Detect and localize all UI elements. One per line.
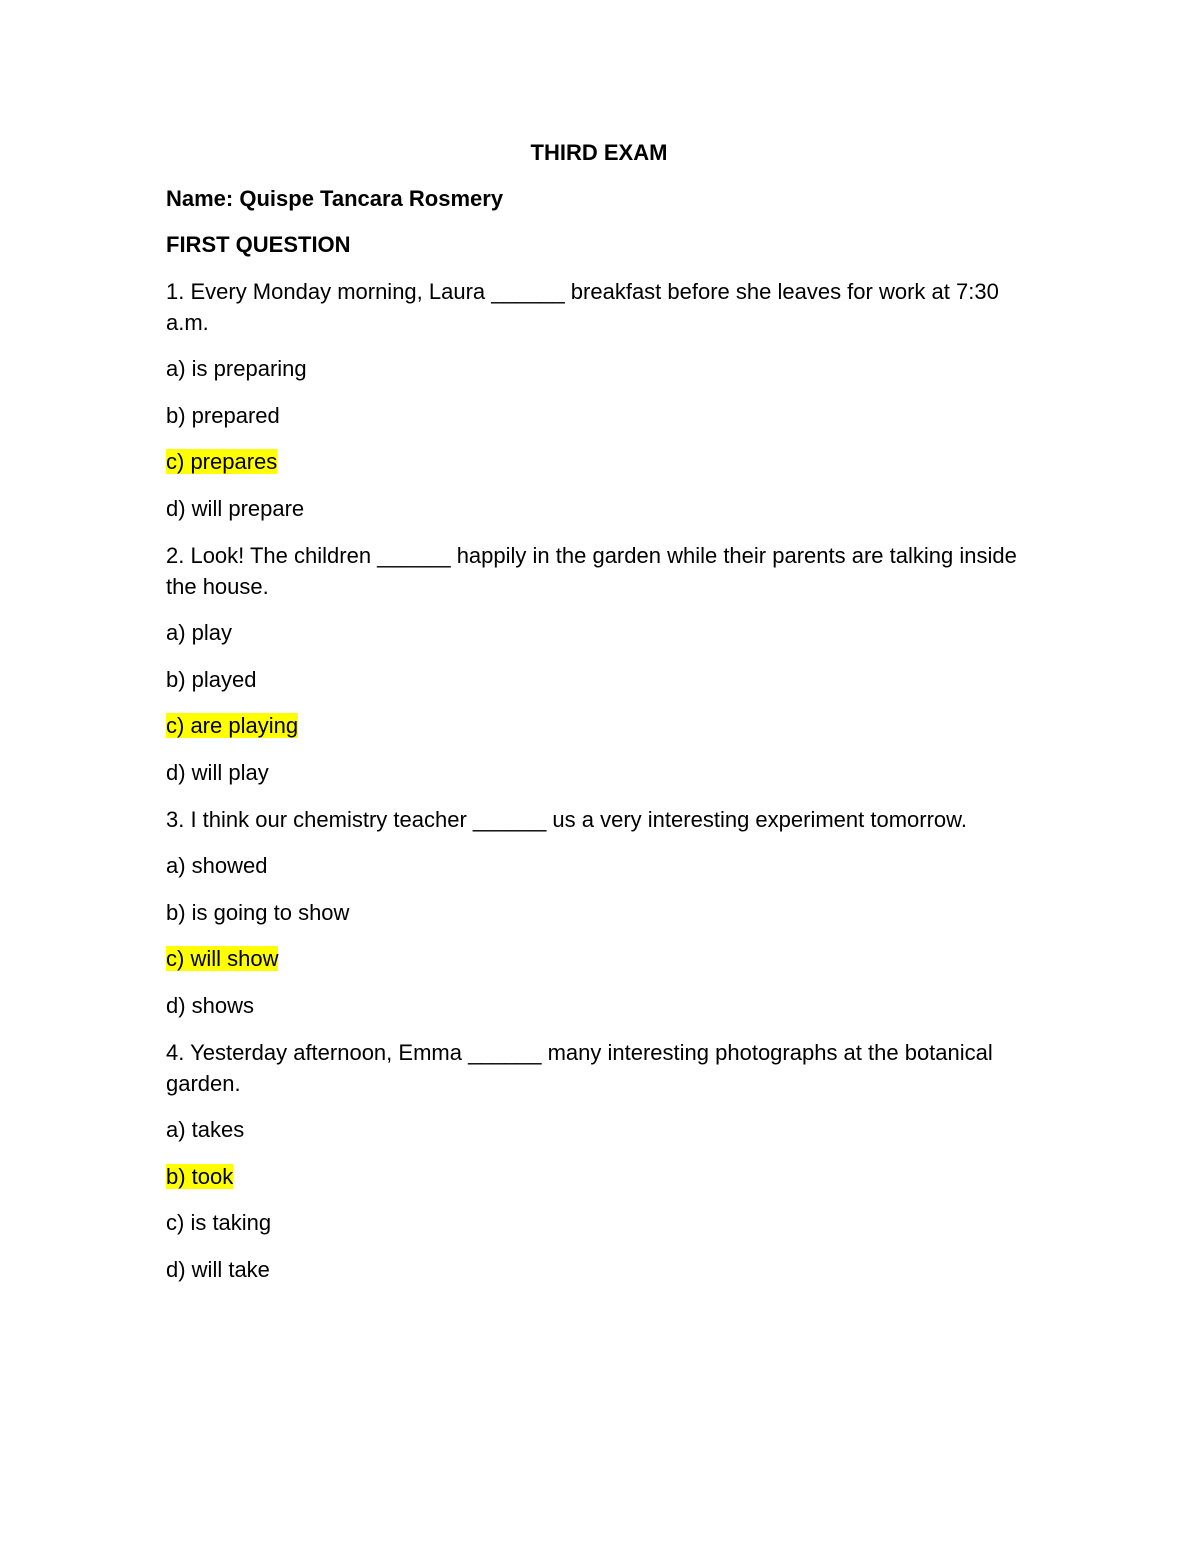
answer-option-text: a) takes	[166, 1117, 245, 1142]
answer-option	[166, 1162, 1046, 1192]
answer-option	[166, 944, 1046, 974]
question-text: 1. Every Monday morning, Laura ______ breakfast before she leaves for work at 7:30 a.m.	[166, 279, 999, 335]
question-block-1	[166, 276, 1046, 524]
answer-option-text: d) will take	[166, 1256, 270, 1282]
answer-option-text: a) play	[166, 620, 233, 645]
answer-option	[166, 851, 1046, 881]
answer-option	[166, 447, 1046, 477]
question-text: 3. I think our chemistry teacher ______ us a very interesting experiment tomorrow.	[166, 807, 967, 832]
answer-option-text: d) will prepare	[166, 495, 305, 521]
answer-option-text: c) is taking	[166, 1210, 272, 1235]
highlighted-answer-text: c) are playing	[166, 713, 299, 738]
highlighted-answer-text: c) will show	[166, 946, 279, 971]
answer-option-text: b) played	[166, 666, 257, 692]
answer-option	[166, 711, 1046, 741]
answer-option	[166, 1115, 1046, 1145]
answer-option	[166, 665, 1046, 695]
answer-option-text: d) shows	[166, 992, 255, 1018]
page-title: THIRD EXAM	[530, 140, 668, 165]
question-block-4	[166, 1037, 1046, 1285]
question-text: 4. Yesterday afternoon, Emma ______ many interesting photographs at the botanical garden.	[166, 1040, 993, 1096]
answer-option-text: b) is going to show	[166, 899, 350, 925]
highlighted-answer-text: c) prepares	[166, 449, 278, 474]
section-heading: FIRST QUESTION	[166, 232, 351, 257]
answer-option	[166, 1208, 1046, 1238]
answer-option	[166, 354, 1046, 384]
answer-option	[166, 991, 1046, 1021]
answer-option	[166, 494, 1046, 524]
answer-option	[166, 898, 1046, 928]
question-text: 2. Look! The children ______ happily in the garden while their parents are talking inside the house.	[166, 543, 1017, 599]
question-block-2	[166, 540, 1046, 788]
answer-option	[166, 401, 1046, 431]
answer-option-text: a) is preparing	[166, 356, 307, 381]
document-content	[166, 138, 1046, 1301]
highlighted-answer-text: b) took	[166, 1163, 234, 1189]
answer-option	[166, 758, 1046, 788]
answer-option-text: d) will play	[166, 759, 269, 785]
answer-option-text: b) prepared	[166, 402, 280, 428]
answer-option-text: a) showed	[166, 853, 268, 878]
answer-option	[166, 1255, 1046, 1285]
question-block-3	[166, 804, 1046, 1021]
answer-option	[166, 618, 1046, 648]
student-name: Name: Quispe Tancara Rosmery	[166, 186, 504, 211]
